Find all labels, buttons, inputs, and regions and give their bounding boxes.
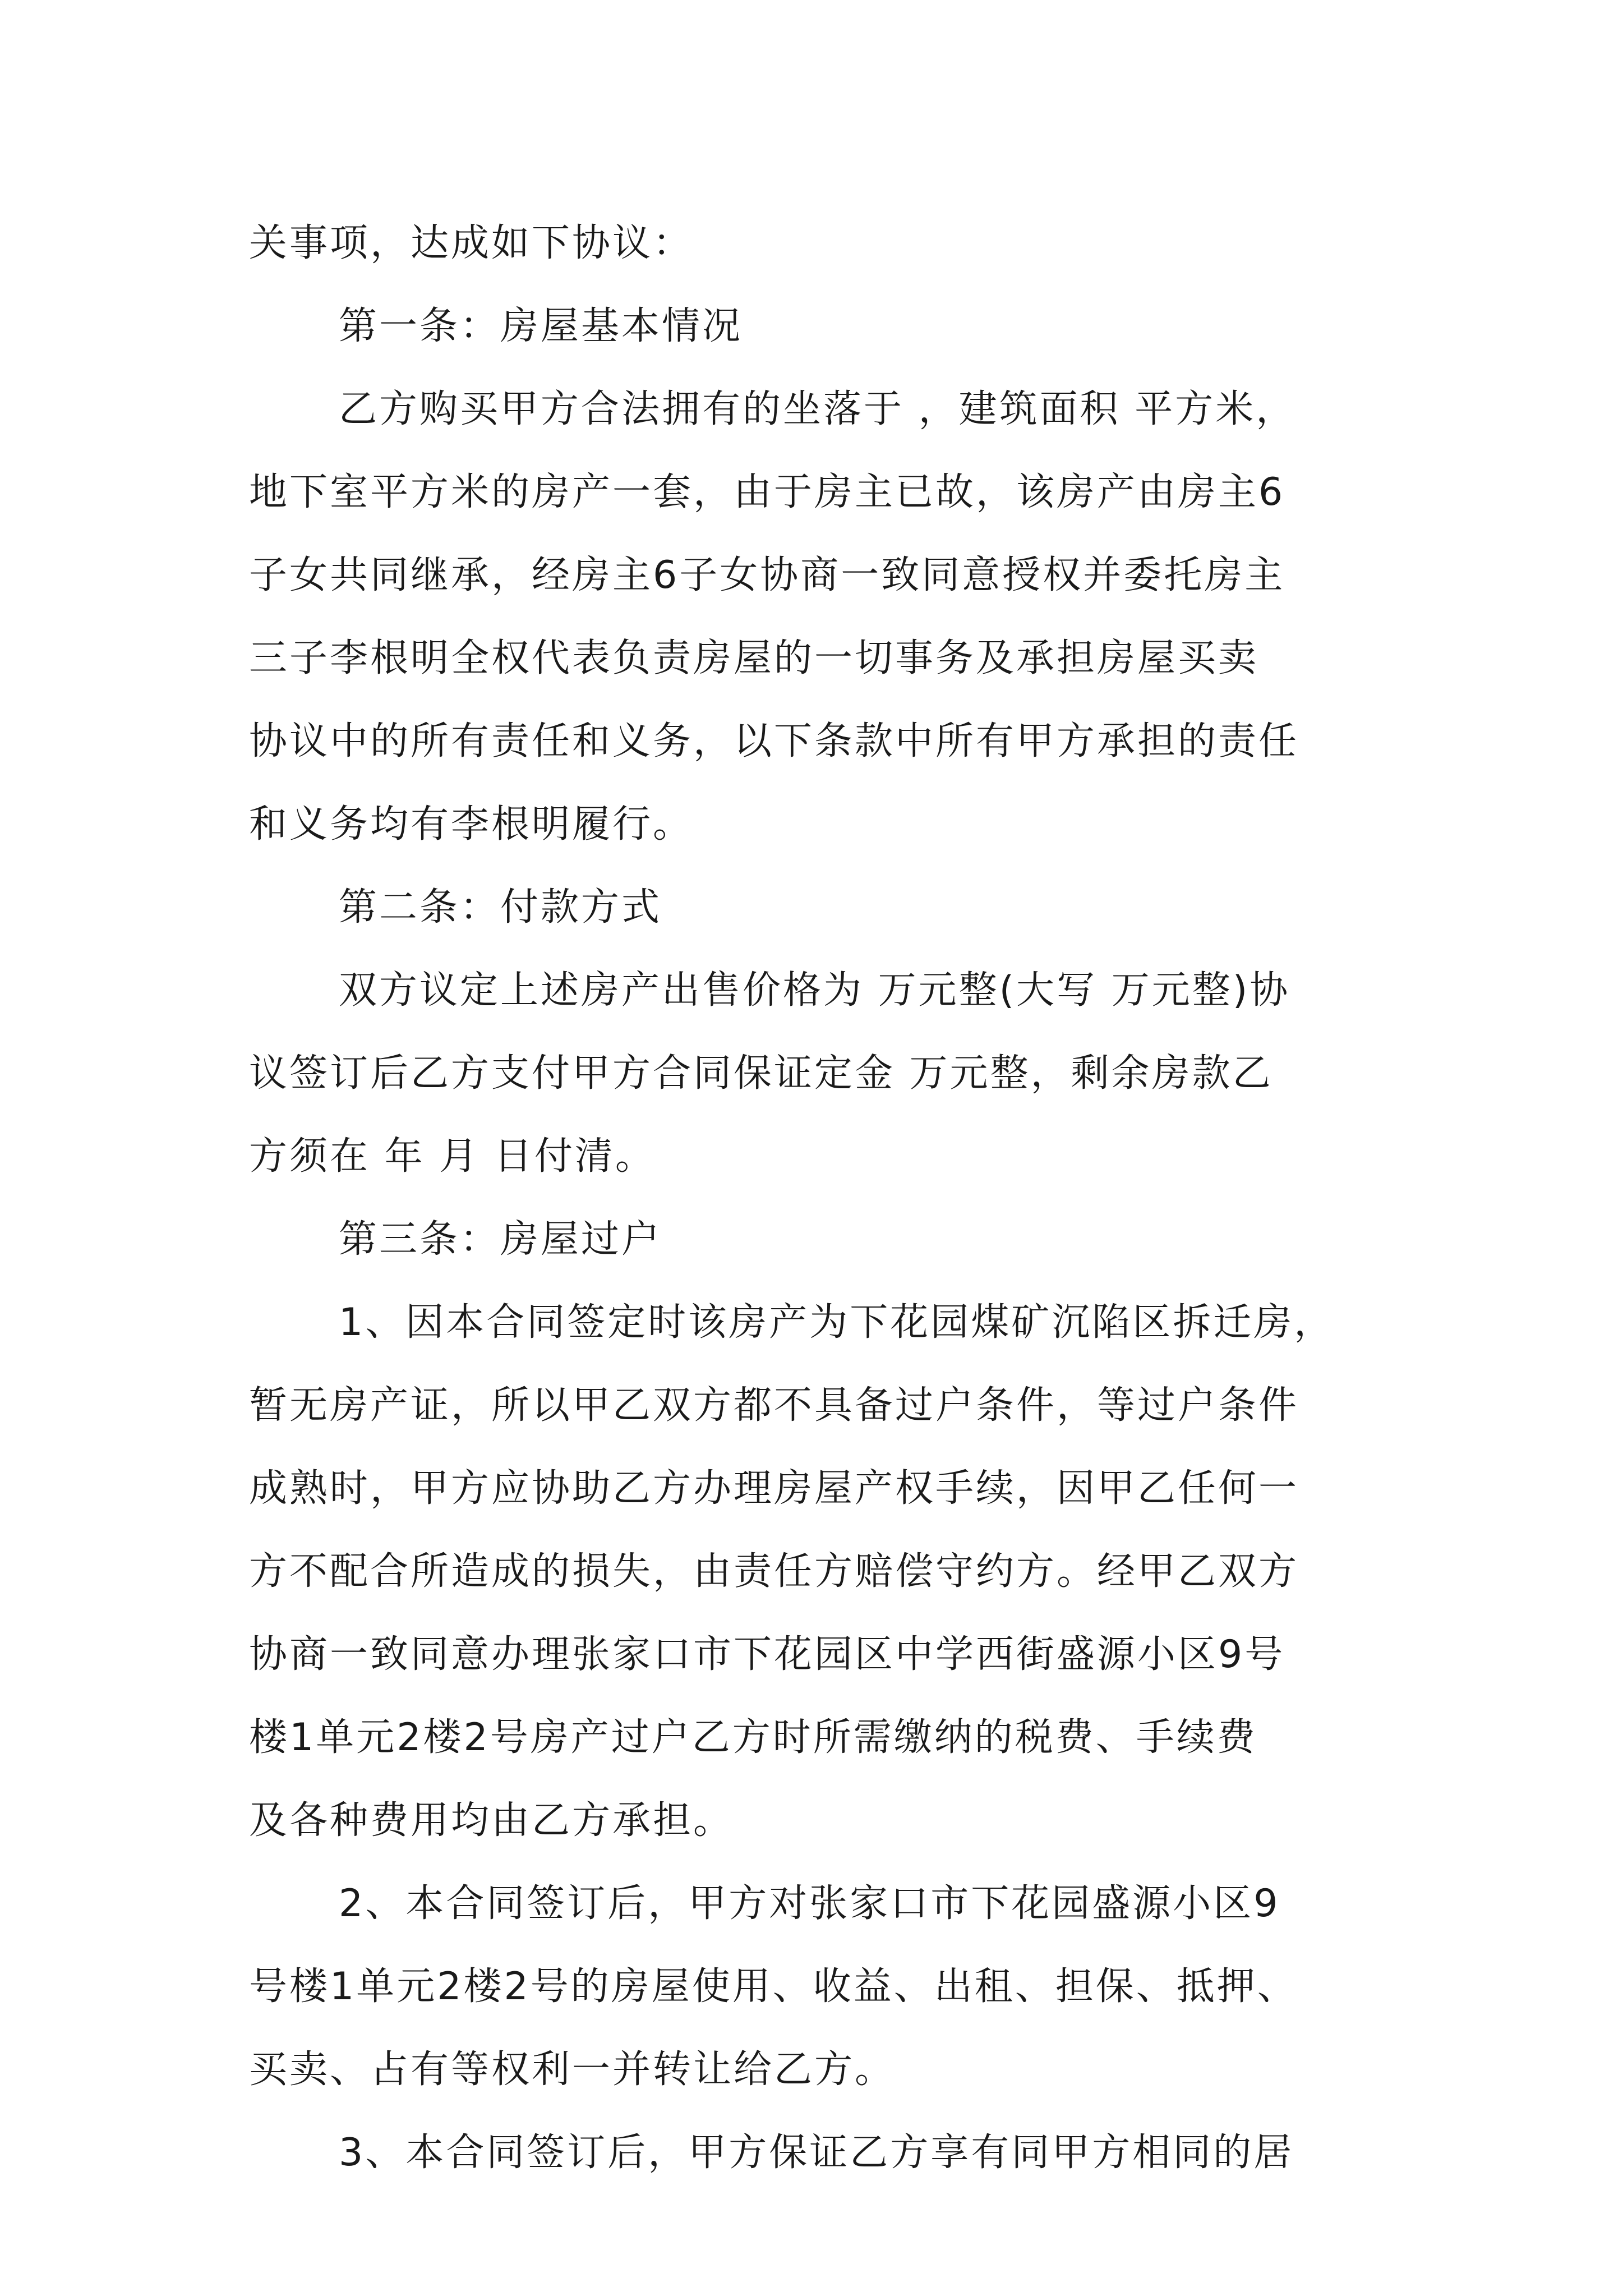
text-line: 协商一致同意办理张家口市下花园区中学西街盛源小区9号: [249, 1632, 1285, 1677]
text-line: 地下室平方米的房产一套，由于房主已故，该房产由房主6: [249, 470, 1285, 514]
section-heading: 第三条：房屋过户: [339, 1217, 662, 1262]
text-line: 3、本合同签订后，甲方保证乙方享有同甲方相同的居: [339, 2131, 1294, 2175]
text-line: 双方议定上述房产出售价格为 万元整(大写 万元整)协: [339, 968, 1290, 1013]
text-line: 及各种费用均由乙方承担。: [249, 1798, 734, 1843]
text-line: 三子李根明全权代表负责房屋的一切事务及承担房屋买卖: [249, 636, 1259, 680]
text-line: 乙方购买甲方合法拥有的坐落于 ，建筑面积 平方米，: [339, 387, 1297, 431]
text-line: 号楼1单元2楼2号的房屋使用、收益、出租、担保、抵押、: [249, 1964, 1298, 2009]
text-line: 1、因本合同签定时该房产为下花园煤矿沉陷区拆迁房，: [339, 1300, 1335, 1345]
text-line: 议签订后乙方支付甲方合同保证定金 万元整，剩余房款乙: [249, 1051, 1273, 1096]
text-line: 关事项，达成如下协议：: [249, 221, 694, 265]
text-line: 买卖、占有等权利一并转让给乙方。: [249, 2047, 896, 2092]
section-heading: 第一条：房屋基本情况: [339, 304, 743, 348]
text-line: 成熟时，甲方应协助乙方办理房屋产权手续，因甲乙任何一: [249, 1466, 1299, 1511]
document-page: [249, 202, 1427, 2194]
text-line: 协议中的所有责任和义务，以下条款中所有甲方承担的责任: [249, 719, 1299, 763]
text-line: 暂无房产证，所以甲乙双方都不具备过户条件，等过户条件: [249, 1383, 1299, 1428]
text-line: 方须在 年 月 日付清。: [249, 1134, 656, 1179]
section-heading: 第二条：付款方式: [339, 885, 662, 930]
text-line: 楼1单元2楼2号房产过户乙方时所需缴纳的税费、手续费: [249, 1715, 1257, 1760]
text-line: 子女共同继承，经房主6子女协商一致同意授权并委托房主: [249, 553, 1285, 597]
text-line: 方不配合所造成的损失，由责任方赔偿守约方。经甲乙双方: [249, 1549, 1299, 1594]
text-line: 2、本合同签订后，甲方对张家口市下花园盛源小区9: [339, 1881, 1280, 1926]
text-line: 和义务均有李根明履行。: [249, 802, 694, 846]
